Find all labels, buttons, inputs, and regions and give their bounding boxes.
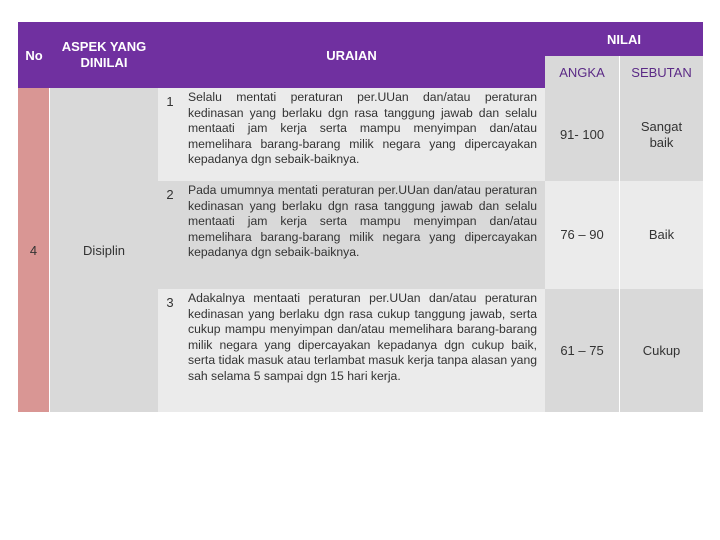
- row-sebutan-label: Sangat baik: [640, 118, 683, 150]
- row-sebutan: [620, 181, 703, 289]
- row-angka-label: 61 – 75: [560, 342, 604, 358]
- header-uraian-label: URAIAN: [326, 47, 377, 63]
- row-number-label: 1: [166, 94, 174, 109]
- row-angka: [545, 181, 620, 289]
- row-description: [182, 181, 545, 289]
- row-sebutan-label: Cukup: [642, 342, 681, 358]
- row-number-label: 3: [166, 295, 174, 310]
- group-number: [18, 88, 50, 412]
- header-aspect: [50, 22, 158, 88]
- header-angka: [545, 56, 620, 88]
- row-angka-label: 76 – 90: [560, 227, 604, 242]
- row-sebutan: [620, 88, 703, 181]
- header-nilai: [545, 22, 703, 56]
- row-angka: [545, 88, 620, 181]
- header-angka-label: ANGKA: [559, 64, 605, 80]
- header-sebutan-label: SEBUTAN: [631, 64, 692, 80]
- row-number: [158, 289, 182, 412]
- header-uraian: [158, 22, 545, 88]
- row-sebutan-label: Baik: [648, 227, 675, 242]
- row-number: [158, 88, 182, 181]
- group-number-label: 4: [29, 242, 38, 258]
- row-number-label: 2: [166, 187, 174, 202]
- header-nilai-label: NILAI: [607, 31, 641, 47]
- row-description-text: Adakalnya mentaati peraturan per.UUan dan/atau peraturan kedinasan yang berlaku dgn rasa cukup tanggung jawab, serta cukup mampu menyimpan dan/atau memelihara barang-barang milik negara yang dipercayakan kepadanya dgn cukup baik, serta tidak masuk atau terlambat masuk kerja tanpa alasan yang sah selama 5 sampai dgn 15 hari kerja.: [188, 291, 537, 383]
- row-description-text: Pada umumnya mentati peraturan per.UUan dan/atau peraturan kedinasan yang berlaku dgn rasa tanggung jawab dan selalu mentaati jam kerja serta mampu menyimpan dan/atau memelihara barang-barang milik negara yang dipercayakan kepadanya dgn sebaik-baiknya.: [188, 183, 537, 259]
- header-sebutan: [620, 56, 703, 88]
- header-no-label: No: [25, 47, 43, 63]
- row-description-text: Selalu mentati peraturan per.UUan dan/atau peraturan kedinasan yang berlaku dgn rasa tanggung jawab dan selalu mentaati jam kerja serta mampu menyimpan dan/atau memelihara barang-barang milik negara yang dipercayakan kepadanya dgn sebaik-baiknya.: [188, 90, 537, 166]
- row-angka-label: 91- 100: [559, 126, 605, 142]
- group-aspect-label: Disiplin: [83, 242, 125, 258]
- header-no: [18, 22, 50, 88]
- group-aspect: [50, 88, 158, 412]
- row-number: [158, 181, 182, 289]
- row-sebutan: [620, 289, 703, 412]
- header-aspect-label: ASPEK YANG DINILAI: [61, 39, 147, 70]
- row-angka: [545, 289, 620, 412]
- row-description: [182, 289, 545, 412]
- row-description: [182, 88, 545, 181]
